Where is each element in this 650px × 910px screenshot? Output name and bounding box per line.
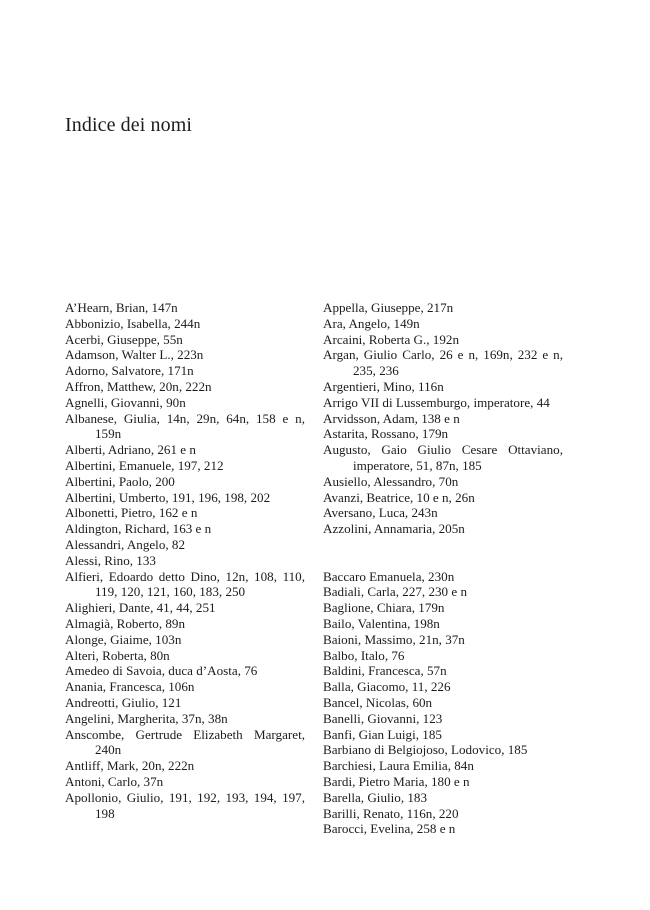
index-entry: Albertini, Paolo, 200 xyxy=(65,473,175,489)
index-entry: Bailo, Valentina, 198n xyxy=(323,615,440,631)
index-entry: Arcaini, Roberta G., 192n xyxy=(323,331,459,347)
index-entry: Balla, Giacomo, 11, 226 xyxy=(323,679,451,695)
index-entry: Baldini, Francesca, 57n xyxy=(323,663,447,679)
index-column-right xyxy=(323,300,563,837)
index-entry: Antoni, Carlo, 37n xyxy=(65,773,164,789)
index-column-left xyxy=(65,300,305,821)
index-entry: Alighieri, Dante, 41, 44, 251 xyxy=(65,600,216,616)
index-entry: Almagià, Roberto, 89n xyxy=(65,615,186,631)
index-entry: Albonetti, Pietro, 162 e n xyxy=(65,505,198,521)
index-entry: Avanzi, Beatrice, 10 e n, 26n xyxy=(323,489,475,505)
index-entry: Baioni, Massimo, 21n, 37n xyxy=(323,631,465,647)
index-entry: Alberti, Adriano, 261 e n xyxy=(65,442,196,458)
index-section-a xyxy=(323,300,563,537)
index-entry: A’Hearn, Brian, 147n xyxy=(65,300,178,315)
index-entry: Aversano, Luca, 243n xyxy=(323,505,438,521)
index-entry: Albanese, Giulia, 14n, 29n, 64n, 158 e n, 159n xyxy=(65,410,305,442)
index-entry: Barchiesi, Laura Emilia, 84n xyxy=(323,758,474,774)
index-entry: Bancel, Nicolas, 60n xyxy=(323,694,433,710)
page-title: Indice dei nomi xyxy=(65,114,193,136)
index-entry: Balbo, Italo, 76 xyxy=(323,647,405,663)
index-entry: Barbiano di Belgiojoso, Lodovico, 185 xyxy=(323,742,528,758)
index-entry: Anania, Francesca, 106n xyxy=(65,679,195,695)
index-entry: Anscombe, Gertrude Elizabeth Margaret, 240n xyxy=(65,726,305,758)
index-entry: Amedeo di Savoia, duca d’Aosta, 76 xyxy=(65,663,258,679)
index-entry: Alfieri, Edoardo detto Dino, 12n, 108, 110, 119, 120, 121, 160, 183, 250 xyxy=(65,568,305,600)
index-entry: Antliff, Mark, 20n, 222n xyxy=(65,758,195,774)
index-section-b xyxy=(323,569,563,838)
index-entry: Baglione, Chiara, 179n xyxy=(323,600,445,616)
index-entry: Angelini, Margherita, 37n, 38n xyxy=(65,710,228,726)
index-entry: Augusto, Gaio Giulio Cesare Ottaviano, imperatore, 51, 87n, 185 xyxy=(323,442,563,473)
index-entry: Barella, Giulio, 183 xyxy=(323,789,428,805)
index-entry: Alteri, Roberta, 80n xyxy=(65,647,170,663)
index-entry: Azzolini, Annamaria, 205n xyxy=(323,521,465,537)
index-entry: Barocci, Evelina, 258 e n xyxy=(323,821,456,837)
index-entry: Arrigo VII di Lussemburgo, imperatore, 44 xyxy=(323,394,550,410)
index-entry: Appella, Giuseppe, 217n xyxy=(323,300,454,315)
index-entry: Alonge, Giaime, 103n xyxy=(65,631,182,647)
index-entry: Astarita, Rossano, 179n xyxy=(323,426,449,442)
section-gap xyxy=(323,537,563,569)
index-entry: Albertini, Umberto, 191, 196, 198, 202 xyxy=(65,489,271,505)
index-entry: Argan, Giulio Carlo, 26 e n, 169n, 232 e n, 235, 236 xyxy=(323,347,563,379)
index-entry: Badiali, Carla, 227, 230 e n xyxy=(323,584,467,600)
index-entry: Agnelli, Giovanni, 90n xyxy=(65,394,186,410)
index-entry: Ausiello, Alessandro, 70n xyxy=(323,473,459,489)
index-entry: Adamson, Walter L., 223n xyxy=(65,347,204,363)
index-entry: Arvidsson, Adam, 138 e n xyxy=(323,410,460,426)
index-entry: Albertini, Emanuele, 197, 212 xyxy=(65,457,224,473)
index-entry: Acerbi, Giuseppe, 55n xyxy=(65,331,183,347)
index-entry: Alessi, Rino, 133 xyxy=(65,552,156,568)
index-entry: Banfi, Gian Luigi, 185 xyxy=(323,726,442,742)
index-entry: Banelli, Giovanni, 123 xyxy=(323,710,443,726)
index-entry: Affron, Matthew, 20n, 222n xyxy=(65,378,212,394)
index-entry: Adorno, Salvatore, 171n xyxy=(65,363,194,379)
index-entry: Argentieri, Mino, 116n xyxy=(323,378,444,394)
index-entry: Aldington, Richard, 163 e n xyxy=(65,521,212,537)
index-entry: Alessandri, Angelo, 82 xyxy=(65,536,186,552)
index-entry: Baccaro Emanuela, 230n xyxy=(323,568,455,584)
index-entry: Apollonio, Giulio, 191, 192, 193, 194, 197, 198 xyxy=(65,789,305,821)
index-entry: Barilli, Renato, 116n, 220 xyxy=(323,805,459,821)
index-entry: Bardi, Pietro Maria, 180 e n xyxy=(323,773,470,789)
index-entry: Ara, Angelo, 149n xyxy=(323,315,420,331)
index-entry: Abbonizio, Isabella, 244n xyxy=(65,315,201,331)
index-entry: Andreotti, Giulio, 121 xyxy=(65,694,182,710)
